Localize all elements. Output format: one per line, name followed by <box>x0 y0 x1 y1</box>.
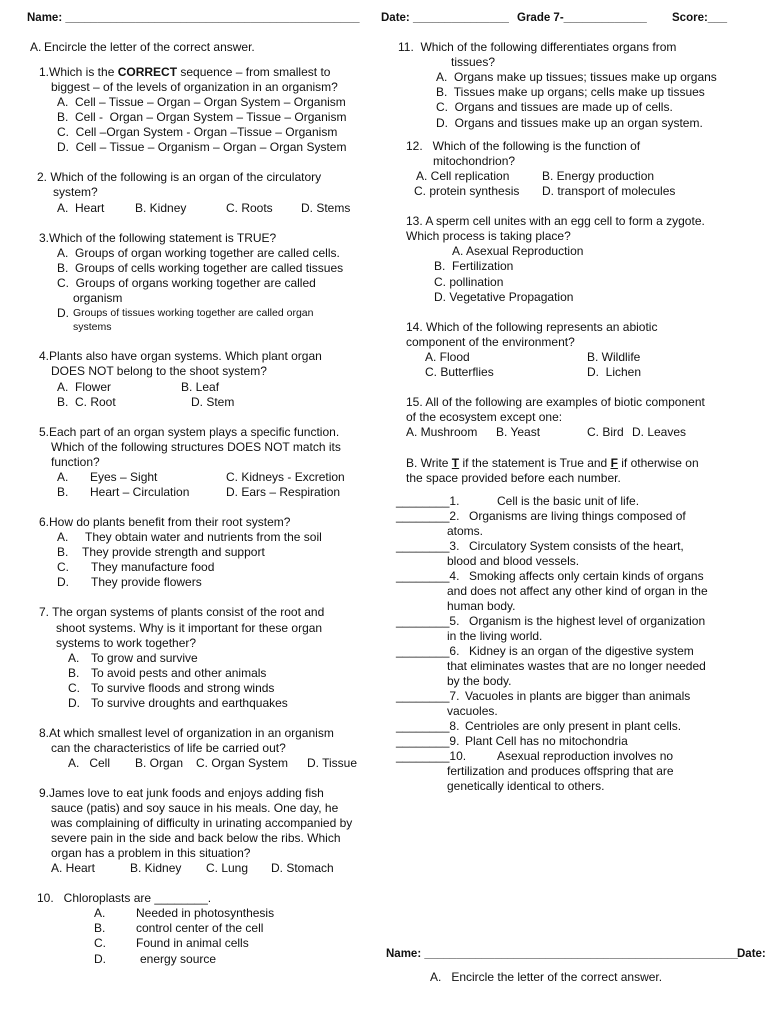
q4-choice-b[interactable]: B. Leaf <box>181 380 220 394</box>
q14-choice-a[interactable]: A. Flood <box>425 350 470 364</box>
tf-7-blank[interactable]: ________7. <box>396 689 460 703</box>
tf-2-statement: Organisms are living things composed of <box>469 509 686 523</box>
q5-choice-a-letter[interactable]: A. <box>57 470 69 484</box>
q4-choice-d[interactable]: D. Stem <box>191 395 235 409</box>
q1-choice-d[interactable]: D. Cell – Tissue – Organism – Organ – Organ System <box>57 140 347 154</box>
q5-choice-b-letter[interactable]: B. <box>57 485 69 499</box>
q6-choice-c[interactable]: They manufacture food <box>91 560 215 574</box>
q3-choice-d[interactable]: Groups of tissues working together are called organ <box>73 307 314 319</box>
q7-choice-a[interactable]: To grow and survive <box>91 651 198 665</box>
q2-choice-b[interactable]: B. Kidney <box>135 201 187 215</box>
q12-choice-d[interactable]: D. transport of molecules <box>542 184 676 198</box>
question-3-text: 3.Which of the following statement is TRUE? <box>39 231 277 245</box>
q14-choice-d[interactable]: D. Lichen <box>587 365 642 379</box>
section-b-pre: B. Write <box>406 456 452 470</box>
section-b-instruction-line-2: the space provided before each number. <box>406 471 621 485</box>
tf-10-statement-cont-1: fertilization and produces offspring that are <box>447 764 674 778</box>
q2-choice-d[interactable]: D. Stems <box>301 201 351 215</box>
question-6-text: 6.How do plants benefit from their root system? <box>39 515 291 529</box>
tf-6-statement-cont-2: by the body. <box>447 674 512 688</box>
question-11-line-2: tissues? <box>451 55 496 69</box>
tf-1-statement: Cell is the basic unit of life. <box>497 494 640 508</box>
question-1-line-2: biggest – of the levels of organization in an organism? <box>51 80 338 94</box>
q1-choice-b[interactable]: B. Cell - Organ – Organ System – Tissue – Organism <box>57 110 347 124</box>
question-8-line-1: 8.At which smallest level of organization in an organism <box>39 726 334 740</box>
question-4-line-2: DOES NOT belong to the shoot system? <box>51 364 267 378</box>
name-field-label: Name: ______________________________________________ <box>27 12 360 24</box>
tf-3-blank[interactable]: ________3. <box>396 539 460 553</box>
q3-choice-c-cont: organism <box>73 291 123 305</box>
q13-choice-c[interactable]: C. pollination <box>434 275 504 289</box>
section-b-post: if otherwise on <box>617 456 699 470</box>
q7-choice-c-letter[interactable]: C. <box>68 681 80 695</box>
q9-choice-d[interactable]: D. Stomach <box>271 861 334 875</box>
question-9-line-5: organ has a problem in this situation? <box>51 846 251 860</box>
question-15-line-2: of the ecosystem except one: <box>406 410 563 424</box>
q11-choice-c[interactable]: C. Organs and tissues are made up of cells. <box>436 100 673 114</box>
tf-1-blank[interactable]: ________1. <box>396 494 460 508</box>
q10-choice-c-letter[interactable]: C. <box>94 936 106 950</box>
q8-choice-c[interactable]: C. Organ System <box>196 756 289 770</box>
question-5-line-2: Which of the following structures DOES NOT match its <box>51 440 341 454</box>
tf-10-statement-cont-2: genetically identical to others. <box>447 779 605 793</box>
q2-choice-a[interactable]: A. Heart <box>57 201 105 215</box>
q13-choice-d[interactable]: D. Vegetative Propagation <box>434 290 574 304</box>
q7-choice-a-letter[interactable]: A. <box>68 651 80 665</box>
q2-choice-c[interactable]: C. Roots <box>226 201 273 215</box>
tf-6-statement: Kidney is an organ of the digestive system <box>469 644 694 658</box>
q8-choice-d[interactable]: D. Tissue <box>307 756 358 770</box>
tf-4-statement: Smoking affects only certain kinds of organs <box>469 569 704 583</box>
q7-choice-b-letter[interactable]: B. <box>68 666 80 680</box>
tf-9-statement: Plant Cell has no mitochondria <box>465 734 628 748</box>
q1-lead: 1.Which is the <box>39 65 118 79</box>
question-8-line-2: can the characteristics of life be carried out? <box>51 741 286 755</box>
tf-3-statement-cont: blood and blood vessels. <box>447 554 580 568</box>
question-11-line-1: 11. Which of the following differentiates organs from <box>398 40 677 54</box>
tf-6-blank[interactable]: ________6. <box>396 644 460 658</box>
tf-5-statement-cont: in the living world. <box>447 629 543 643</box>
tf-2-blank[interactable]: ________2. <box>396 509 460 523</box>
q7-choice-d[interactable]: To survive droughts and earthquakes <box>91 696 288 710</box>
q11-choice-a[interactable]: A. Organs make up tissues; tissues make up organs <box>436 70 717 84</box>
tf-6-statement-cont-1: that eliminates wastes that are no longer needed <box>447 659 706 673</box>
q10-choice-a-letter[interactable]: A. <box>94 906 106 920</box>
score-field-label: Score:___ <box>672 12 727 24</box>
q10-choice-d-letter[interactable]: D. <box>94 952 106 966</box>
section-b-false-letter: F <box>610 456 618 470</box>
question-5-line-3: function? <box>51 455 100 469</box>
tf-4-statement-cont-1: and does not affect any other kind of organ in the <box>447 584 708 598</box>
tf-4-blank[interactable]: ________4. <box>396 569 460 583</box>
q5-choice-c[interactable]: C. Kidneys - Excretion <box>226 470 345 484</box>
q11-choice-b[interactable]: B. Tissues make up organs; cells make up tissues <box>436 85 705 99</box>
question-12-line-2: mitochondrion? <box>433 154 516 168</box>
tf-9-blank[interactable]: ________9. <box>396 734 460 748</box>
next-page-date-field-label: Date: <box>737 948 766 960</box>
question-2-line-2: system? <box>53 185 98 199</box>
q15-choice-a[interactable]: A. Mushroom <box>406 425 478 439</box>
question-15-line-1: 15. All of the following are examples of biotic component <box>406 395 705 409</box>
q15-choice-d[interactable]: D. Leaves <box>632 425 687 439</box>
section-b-true-letter: T <box>451 456 460 470</box>
next-page-name-field-label: Name: _________________________________________________ <box>386 948 738 960</box>
question-12-line-1: 12. Which of the following is the function of <box>406 139 641 153</box>
q9-choice-c[interactable]: C. Lung <box>206 861 249 875</box>
q6-choice-b[interactable]: They provide strength and support <box>82 545 265 559</box>
question-9-line-3: was complaining of difficulty in urinating accompanied by <box>51 816 353 830</box>
tf-8-statement: Centrioles are only present in plant cells. <box>465 719 682 733</box>
grade-field-label: Grade 7-_____________ <box>517 12 647 24</box>
q1-choice-c[interactable]: C. Cell –Organ System - Organ –Tissue – Organism <box>57 125 338 139</box>
q6-choice-a-letter[interactable]: A. <box>57 530 69 544</box>
question-13-line-1: 13. A sperm cell unites with an egg cell to form a zygote. <box>406 214 705 228</box>
q13-choice-b[interactable]: B. Fertilization <box>434 259 514 273</box>
q4-choice-c[interactable]: B. C. Root <box>57 395 116 409</box>
question-9-line-2: sauce (patis) and soy sauce in his meals. One day, he <box>51 801 339 815</box>
tf-10-blank[interactable]: ________10. <box>396 749 467 763</box>
question-7-line-3: systems to work together? <box>56 636 197 650</box>
tf-7-statement-cont: vacuoles. <box>447 704 498 718</box>
question-9-line-1: 9.James love to eat junk foods and enjoys adding fish <box>39 786 324 800</box>
section-b-mid: if the statement is True and <box>459 456 611 470</box>
q3-choice-d-letter[interactable]: D. <box>57 306 69 320</box>
q6-choice-b-letter[interactable]: B. <box>57 545 69 559</box>
q6-choice-c-letter[interactable]: C. <box>57 560 69 574</box>
q11-choice-d[interactable]: D. Organs and tissues make up an organ system. <box>436 116 703 130</box>
question-13-line-2: Which process is taking place? <box>406 229 571 243</box>
q14-choice-b[interactable]: B. Wildlife <box>587 350 641 364</box>
q12-choice-c[interactable]: C. protein synthesis <box>414 184 520 198</box>
q6-choice-d-letter[interactable]: D. <box>57 575 69 589</box>
tf-7-statement: Vacuoles in plants are bigger than animals <box>465 689 691 703</box>
section-b-instruction <box>406 456 699 471</box>
question-9-line-4: severe pain in the side and back below the ribs. Which <box>51 831 341 845</box>
q5-choice-a[interactable]: Eyes – Sight <box>90 470 158 484</box>
q1-emphasis: CORRECT <box>117 65 178 79</box>
q12-choice-a[interactable]: A. Cell replication <box>416 169 510 183</box>
tf-5-blank[interactable]: ________5. <box>396 614 460 628</box>
q3-choice-a[interactable]: A. Groups of organ working together are called cells. <box>57 246 340 260</box>
question-14-line-1: 14. Which of the following represents an abiotic <box>406 320 658 334</box>
q4-choice-a[interactable]: A. Flower <box>57 380 112 394</box>
next-page-section-a-instruction: A. Encircle the letter of the correct answer. <box>430 970 663 984</box>
tf-8-blank[interactable]: ________8. <box>396 719 460 733</box>
question-7-line-1: 7. The organ systems of plants consist of the root and <box>39 605 325 619</box>
question-1-text <box>39 65 330 80</box>
q8-choice-a[interactable]: A. Cell <box>68 756 111 770</box>
q3-choice-b[interactable]: B. Groups of cells working together are called tissues <box>57 261 344 275</box>
question-5-line-1: 5.Each part of an organ system plays a specific function. <box>39 425 340 439</box>
section-a-letter: A. <box>30 40 42 54</box>
tf-5-statement: Organism is the highest level of organization <box>469 614 706 628</box>
tf-3-statement: Circulatory System consists of the heart, <box>469 539 684 553</box>
q10-choice-d[interactable]: energy source <box>140 952 217 966</box>
q10-choice-b-letter[interactable]: B. <box>94 921 106 935</box>
q9-choice-a[interactable]: A. Heart <box>51 861 96 875</box>
question-10-text: 10. Chloroplasts are ________. <box>37 891 212 905</box>
question-4-line-1: 4.Plants also have organ systems. Which plant organ <box>39 349 322 363</box>
question-14-line-2: component of the environment? <box>406 335 575 349</box>
q10-choice-b[interactable]: control center of the cell <box>136 921 264 935</box>
tf-4-statement-cont-2: human body. <box>447 599 516 613</box>
q6-choice-d[interactable]: They provide flowers <box>91 575 202 589</box>
q6-choice-a[interactable]: They obtain water and nutrients from the soil <box>85 530 322 544</box>
question-7-line-2: shoot systems. Why is it important for these organ <box>56 621 323 635</box>
q5-choice-d[interactable]: D. Ears – Respiration <box>226 485 341 499</box>
q1-tail: sequence – from smallest to <box>177 65 331 79</box>
q3-choice-d-cont: systems <box>73 321 112 333</box>
q7-choice-d-letter[interactable]: D. <box>68 696 80 710</box>
q14-choice-c[interactable]: C. Butterflies <box>425 365 494 379</box>
q7-choice-b[interactable]: To avoid pests and other animals <box>91 666 267 680</box>
q10-choice-c[interactable]: Found in animal cells <box>136 936 249 950</box>
q1-choice-a[interactable]: A. Cell – Tissue – Organ – Organ System – Organism <box>57 95 346 109</box>
q8-choice-b[interactable]: B. Organ <box>135 756 184 770</box>
q3-choice-c[interactable]: C. Groups of organs working together are called <box>57 276 316 290</box>
q12-choice-b[interactable]: B. Energy production <box>542 169 655 183</box>
q5-choice-b[interactable]: Heart – Circulation <box>90 485 190 499</box>
q9-choice-b[interactable]: B. Kidney <box>130 861 182 875</box>
tf-10-statement: Asexual reproduction involves no <box>497 749 674 763</box>
q7-choice-c[interactable]: To survive floods and strong winds <box>91 681 275 695</box>
q15-choice-c[interactable]: C. Bird <box>587 425 624 439</box>
date-field-label: Date: _______________ <box>381 12 509 24</box>
tf-2-statement-cont: atoms. <box>447 524 484 538</box>
q15-choice-b[interactable]: B. Yeast <box>496 425 541 439</box>
q13-choice-a[interactable]: A. Asexual Reproduction <box>452 244 584 258</box>
section-a-instruction: Encircle the letter of the correct answer. <box>44 40 255 54</box>
q10-choice-a[interactable]: Needed in photosynthesis <box>136 906 275 920</box>
question-2-line-1: 2. Which of the following is an organ of the circulatory <box>37 170 322 184</box>
